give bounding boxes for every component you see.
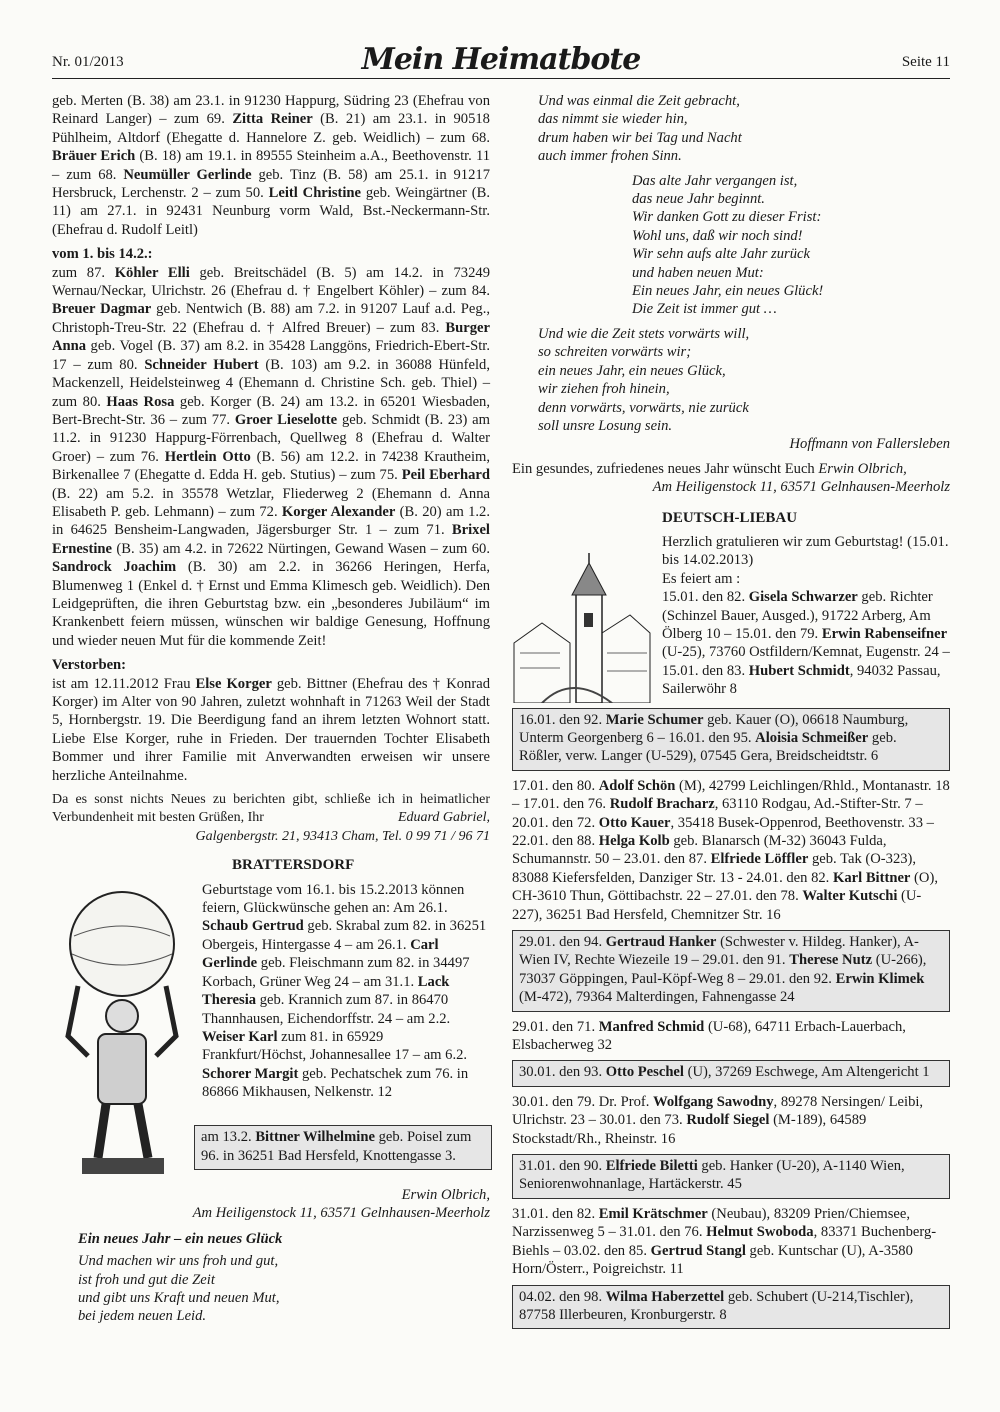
entry-text: geb. Weingärtner (B. 11) am 27.1. in 92431 Neunburg vorm Wald, Bst.-Neckermann-Str. (Ehefrau d. Rudolf Leitl) xyxy=(52,185,490,238)
entry-text: (Neubau), 83209 Prien/Chiemsee, Narzissenweg 5 – 31.01. den 76. xyxy=(512,1205,911,1241)
entries-paragraph-2 xyxy=(512,777,950,924)
person-name: Wolfgang Sawodny xyxy=(653,1093,774,1110)
person-name: Otto Peschel xyxy=(605,1064,684,1081)
highlight-box-4 xyxy=(512,1154,950,1199)
deutsch-liebau-greeting: Herzlich gratulieren wir zum Geburtstag! (15.01. bis 14.02.2013) xyxy=(662,533,949,569)
entry-text: , 89278 Nersingen/ Leibi, Ulrichstr. 23 – 30.01. den 73. xyxy=(512,1093,924,1129)
person-name: Weiser Karl xyxy=(202,1028,278,1045)
entry-text: geb. Richter (Schinzel Bauer, Ausged.), 91722 Arberg, Am Ölberg 10 – 15.01. den 79. xyxy=(662,589,933,642)
person-name: Helga Kolb xyxy=(598,832,670,849)
entries-paragraph-3 xyxy=(512,1018,950,1055)
brattersdorf-highlight-text xyxy=(201,1128,485,1165)
entry-text: 04.02. den 98. xyxy=(519,1288,606,1305)
deutsch-liebau-intro xyxy=(512,509,950,705)
entries-paragraph-5 xyxy=(512,1205,950,1279)
highlight-box-5 xyxy=(512,1285,950,1330)
entry-text: (B. 30) am 2.2. in 36266 Heringen, Herfa, Blumenweg 1 (Enkel d. † Ernst und Emma Klimesch geb. Weidlich). Den Leidgeprüften, die ihren Geburtstag bzw. ein „besonderes Jubiläum“ im Krankenbett feiern müssen, wünschen wir baldige Genesung, Hoffnung und wieder neuen Mut für die kommende Zeit! xyxy=(52,559,490,649)
entry-text: geb. Krannich zum 87. in 86470 Thannhausen, Eichendorffstr. 24 – am 2.2. xyxy=(202,992,451,1027)
entry-text: (B. 22) am 5.2. in 35578 Wetzlar, Fliederweg 2 (Ehemann d. Anna Elisabeth P. geb. Lehmann) – zum 72. xyxy=(52,485,490,520)
person-name: Therese Nutz xyxy=(789,952,873,969)
birthdays-january-continued xyxy=(52,92,490,239)
entry-text: 30.01. den 79. Dr. Prof. xyxy=(512,1093,654,1110)
person-name: Carl Gerlinde xyxy=(202,936,439,972)
entry-text: (O), CH-3610 Thun, Göttibachstr. 22 – 27.01. den 78. xyxy=(512,869,938,905)
entry-text: geb. Korger (B. 24) am 13.2. in 65201 Wiesbaden, Bert-Brecht-Str. 36 – zum 77. xyxy=(52,393,490,428)
entry-text: , 35418 Busek-Oppenrod, Beethovenstr. 33 – 22.01. den 88. xyxy=(512,814,934,849)
entry-text: geb. Poisel zum 96. in 36251 Bad Hersfeld, Knottengasse 3. xyxy=(201,1129,472,1164)
new-year-wish xyxy=(512,460,950,478)
entry-text: , 63110 Rodgau, Ad.-Stifter-Str. 7 – 20.01. den 72. xyxy=(512,796,923,831)
person-name: Erwin Klimek xyxy=(835,970,925,987)
entry-text: geb. Hanker (U-20), A-1140 Wien, Seniorenwohnanlage, Hartäckerstr. 45 xyxy=(519,1158,905,1193)
person-name: Köhler Elli xyxy=(114,264,190,281)
entry-text: geb. Blanarsch (M-32) 36043 Fulda, Schumannstr. 50 – 23.01. den 87. xyxy=(512,832,887,868)
highlight-box-1-text xyxy=(519,711,943,766)
february-heading: vom 1. bis 14.2.: xyxy=(52,246,153,263)
entry-text: (U-68), 64711 Erbach-Lauerbach, Elsbacherweg 32 xyxy=(512,1018,906,1054)
person-name: Schaub Gertrud xyxy=(202,918,304,935)
entry-text: geb. Pechatschek zum 76. in 86866 Mikhausen, Nelkenstr. 12 xyxy=(202,1065,469,1101)
entry-text: 17.01. den 80. xyxy=(512,777,599,794)
entry-text: geb. Skrabal zum 82. in 36251 Obergeis, Hintergasse 4 – am 26.1. xyxy=(202,918,487,953)
closing-greeting: Da es sonst nichts Neues zu berichten gibt, schließe ich in heimatlicher Verbundenheit mit besten Grüßen, Ihr xyxy=(52,792,490,826)
person-name: Groer Lieselotte xyxy=(234,411,338,428)
brattersdorf-birthdays xyxy=(202,881,490,1102)
closing-signature: Eduard Gabriel, xyxy=(397,810,490,826)
issue-number: Nr. 01/2013 xyxy=(52,54,124,70)
person-name: Wilma Haberzettel xyxy=(605,1288,725,1305)
person-name: Lack Theresia xyxy=(202,973,450,1009)
person-name: Emil Krätschmer xyxy=(598,1205,708,1222)
entry-text: geb. Fleischmann zum 82. in 34497 Korbach, Grüner Weg 24 – am 31.1. xyxy=(202,955,470,990)
wish-name: Erwin Olbrich, xyxy=(818,460,907,477)
person-name: Peil Eberhard xyxy=(401,467,490,484)
poem-author: Hoffmann von Fallersleben xyxy=(789,436,950,453)
person-name: Helmut Swoboda xyxy=(706,1224,814,1241)
entry-text: 31.01. den 82. xyxy=(512,1205,599,1222)
brattersdorf-section xyxy=(52,856,490,1296)
page-header xyxy=(52,42,950,88)
person-name: Adolf Schön xyxy=(598,777,676,794)
atlas-figure-illustration xyxy=(58,886,188,1186)
entry-text: (B. 20) am 1.2. in 64625 Bensheim-Langwaden, Jägersburger Str. 1 – zum 71. xyxy=(52,503,490,539)
highlight-box-4-text xyxy=(519,1157,943,1194)
person-name: Gertrud Stangl xyxy=(650,1242,746,1259)
entry-text: ist am 12.11.2012 Frau xyxy=(52,675,196,692)
right-column xyxy=(512,92,950,1335)
brattersdorf-address: Am Heiligenstock 11, 63571 Gelnhausen-Meerholz xyxy=(192,1205,490,1222)
entries-paragraph-4 xyxy=(512,1093,950,1148)
entry-text: (M-472), 79364 Malterdingen, Fahnengasse 24 xyxy=(519,989,795,1006)
entry-text: geb. Merten (B. 38) am 23.1. in 91230 Happurg, Südring 23 (Ehefrau von Reinard Langer) – zum 69. xyxy=(52,93,490,128)
person-name: Korger Alexander xyxy=(281,503,396,520)
poem-stanza-2: Das alte Jahr vergangen ist, das neue Jahr beginnt. Wir danken Gott zu dieser Frist: Wohl uns, daß wir noch sind! Wir sehn aufs alte Jahr zurück und haben neuen Mut: Ein neues Jahr, ein neues Glück! Die Zeit ist immer gut … xyxy=(632,172,824,318)
person-name: Elfriede Biletti xyxy=(605,1158,698,1175)
closing-text xyxy=(52,791,490,828)
entry-text: 15.01. den 82. xyxy=(662,589,749,606)
person-name: Marie Schumer xyxy=(605,711,704,728)
person-name: Zitta Reiner xyxy=(232,111,313,128)
entry-text: , 83371 Buchenberg-Biehls – 03.02. den 85. xyxy=(512,1224,937,1259)
person-name: Aloisia Schmeißer xyxy=(755,729,869,746)
highlight-box-5-text xyxy=(519,1288,943,1325)
entry-text: zum 81. in 65929 Frankfurt/Höchst, Johannesallee 17 – am 6.2. xyxy=(202,1028,468,1064)
wish-address: Am Heiligenstock 11, 63571 Gelnhausen-Meerholz xyxy=(652,479,950,496)
birthdays-february xyxy=(52,264,490,651)
entry-text: 16.01. den 92. xyxy=(519,711,606,728)
entry-text: (B. 18) am 19.1. in 89555 Steinheim a.A., Beethovenstr. 11 – zum 68. xyxy=(52,148,490,183)
highlight-box-2-text xyxy=(519,933,943,1007)
header-rule xyxy=(52,78,950,79)
poem-title: Ein neues Jahr – ein neues Glück xyxy=(78,1231,283,1248)
person-name: Sandrock Joachim xyxy=(52,559,177,576)
deceased-notice xyxy=(52,675,490,785)
entry-text: geb. Nentwich (B. 88) am 7.2. in 91207 Lauf a.d. Peg., Christoph-Treu-Str. 22 (Ehefrau d. † Alfred Breuer) – zum 83. xyxy=(52,301,490,336)
entry-text: (M-189), 64589 Stockstadt/Rh., Rheinstr. 16 xyxy=(512,1112,867,1147)
entry-text: geb. Schubert (U-214,Tischler), 87758 Illerbeuren, Kronburgerstr. 8 xyxy=(519,1288,914,1323)
entry-text: 29.01. den 71. xyxy=(512,1018,599,1035)
entry-text: geb. Vogel (B. 37) am 8.2. in 35428 Langgöns, Friedrich-Ebert-Str. 17 – zum 80. xyxy=(52,338,490,373)
poem-stanza-1: Und was einmal die Zeit gebracht, das nimmt sie wieder hin, drum haben wir bei Tag und Nacht auch immer frohen Sinn. xyxy=(538,93,742,165)
entry-text: geb. Tak (O-323), 83088 Kiefersfelden, Danziger Str. 13 - 24.01. den 82. xyxy=(512,851,917,886)
person-name: Gisela Schwarzer xyxy=(748,589,858,606)
poem-stanza-3: Und wie die Zeit stets vorwärts will, so schreiten vorwärts wir; ein neues Jahr, ein neues Glück, wir ziehen froh hinein, denn vorwärts, vorwärts, nie zurück soll unsre Losung sein. xyxy=(538,325,750,434)
person-name: Brixel Ernestine xyxy=(52,522,490,557)
person-name: Hubert Schmidt xyxy=(748,662,850,679)
entry-text: am 13.2. xyxy=(201,1129,256,1146)
entry-text: (U), 37269 Eschwege, Am Altengericht 1 xyxy=(683,1064,930,1081)
entry-text: (M), 42799 Leichlingen/Rhld., Montanastr. 18 – 17.01. den 76. xyxy=(512,777,950,813)
person-name: Karl Bittner xyxy=(832,869,911,886)
church-village-illustration xyxy=(512,553,652,703)
wish-text: Ein gesundes, zufriedenes neues Jahr wünscht Euch xyxy=(512,460,815,477)
person-name: Leitl Christine xyxy=(268,185,362,202)
masthead-title: Mein Heimatbote xyxy=(361,42,641,77)
entry-text: 30.01. den 93. xyxy=(519,1064,606,1081)
highlight-box-3 xyxy=(512,1060,950,1086)
person-name: Walter Kutschi xyxy=(802,888,898,905)
person-name: Neumüller Gerlinde xyxy=(123,166,252,183)
entry-text: zum 87. xyxy=(52,264,115,281)
entry-text: (U-266), 73037 Göppingen, Paul-Köpf-Weg 8 – 29.01. den 92. xyxy=(519,952,927,987)
person-name: Rudolf Siegel xyxy=(686,1112,770,1129)
person-name: Elfriede Löffler xyxy=(710,851,809,868)
left-column xyxy=(52,92,490,1326)
highlight-box-1 xyxy=(512,708,950,771)
deceased-heading: Verstorben: xyxy=(52,657,127,674)
person-name: Bittner Wilhelmine xyxy=(255,1129,375,1146)
person-name: Burger Anna xyxy=(52,319,490,355)
person-name: Rudolf Bracharz xyxy=(609,796,715,813)
entry-text: geb. Rößler, verw. Langer (U-529), 07545 Gera, Breidscheidtstr. 6 xyxy=(519,729,897,765)
entry-text: geb. Breitschädel (B. 5) am 14.2. in 73249 Wernau/Neckar, Ulrichstr. 26 (Ehefrau d. † Engelbert Köhler) – zum 84. xyxy=(52,264,490,300)
poem-start: Und machen wir uns froh und gut, ist froh und gut die Zeit und gibt uns Kraft und neuen Mut, bei jedem neuen Leid. xyxy=(78,1253,280,1325)
person-name: Bräuer Erich xyxy=(52,148,136,165)
entry-text: (U-25), 73760 Ostfildern/Kemnat, Eugenstr. 24 – 15.01. den 83. xyxy=(662,644,950,679)
entry-text: (U-227), 36251 Bad Hersfeld, Chemnitzer Str. 16 xyxy=(512,888,922,923)
entry-text: (B. 21) am 23.1. in 90518 Pühlheim, Altdorf (Ehegatte d. Hannelore Z. geb. Weidlich) – zum 68. xyxy=(52,111,490,146)
entry-text: Geburtstage vom 16.1. bis 15.2.2013 können feiern, Glückwünsche gehen an: Am 26.1. xyxy=(202,881,465,917)
entry-text: geb. Kuntschar (U), A-3580 Horn/Österr., Poigreichstr. 11 xyxy=(512,1242,913,1278)
person-name: Erwin Rabenseifner xyxy=(821,625,948,642)
entry-text: geb. Kauer (O), 06618 Naumburg, Unterm Georgenberg 6 – 16.01. den 95. xyxy=(519,711,909,746)
person-name: Breuer Dagmar xyxy=(52,301,152,318)
entry-text: geb. Schmidt (B. 23) am 11.2. in 91230 Happurg-Förrenbach, Quellweg 8 (Ehefrau d. Walter Groer) – zum 76. xyxy=(52,411,490,465)
entry-text: (B. 103) am 9.2. in 36088 Hünfeld, Mackenzell, Heidelsteinweg 4 (Ehemann d. Christine Sch. geb. Thiel) – zum 80. xyxy=(52,356,490,410)
entry-text: , 94032 Passau, Sailerwöhr 8 xyxy=(662,662,941,698)
deutsch-liebau-es-feiert: Es feiert am : xyxy=(662,570,741,587)
highlight-box-3-text xyxy=(519,1063,943,1081)
entry-text: geb. Bittner (Ehefrau des † Konrad Korger) im Alter von 90 Jahren, zuletzt wohnhaft in 71263 Weil der Stadt 5, Hornbergstr. 19. Die Beerdigung fand an ihrem letzten Wohnort statt. Liebe Else Korger, ruhe in Frieden. Der trauernden Tochter Elisabeth Bommer und ihrer Familie mit Anverwandten erweisen wir unsere herzliche Anteilnahme. xyxy=(52,675,490,784)
page-number: Seite 11 xyxy=(901,54,950,70)
person-name: Haas Rosa xyxy=(106,393,175,410)
person-name: Gertraud Hanker xyxy=(605,934,717,950)
person-name: Manfred Schmid xyxy=(598,1018,705,1035)
entry-text: 31.01. den 90. xyxy=(519,1158,606,1175)
entry-text: geb. Tinz (B. 58) am 25.1. in 91217 Hersbruck, Lerchenstr. 2 – zum 50. xyxy=(52,166,490,202)
entry-text: (B. 56) am 12.2. in 74238 Krautheim, Birkenallee 7 (Ehegatte d. Edda H. geb. Stutius) – zum 75. xyxy=(52,448,491,484)
person-name: Schorer Margit xyxy=(202,1065,299,1082)
brattersdorf-title: BRATTERSDORF xyxy=(232,857,355,874)
person-name: Hertlein Otto xyxy=(164,448,251,465)
person-name: Else Korger xyxy=(195,675,272,692)
entry-text: (B. 35) am 4.2. in 72622 Nürtingen, Gewand Wasen – zum 60. xyxy=(112,540,490,557)
person-name: Otto Kauer xyxy=(598,814,671,831)
entry-text: (Schwester v. Hildeg. Hanker), A-Wien IV, Rechte Wiezeile 19 – 29.01. den 91. xyxy=(519,934,919,969)
brattersdorf-highlight-box xyxy=(194,1125,492,1170)
brattersdorf-signature: Erwin Olbrich, xyxy=(401,1187,490,1204)
person-name: Schneider Hubert xyxy=(144,356,259,373)
deutsch-liebau-title: DEUTSCH-LIEBAU xyxy=(662,509,798,526)
closing-address: Galgenbergstr. 21, 93413 Cham, Tel. 0 99 71 / 96 71 xyxy=(195,828,490,844)
entry-text: 29.01. den 94. xyxy=(519,934,606,950)
deutsch-liebau-first-entries xyxy=(662,588,950,698)
highlight-box-2 xyxy=(512,930,950,1012)
